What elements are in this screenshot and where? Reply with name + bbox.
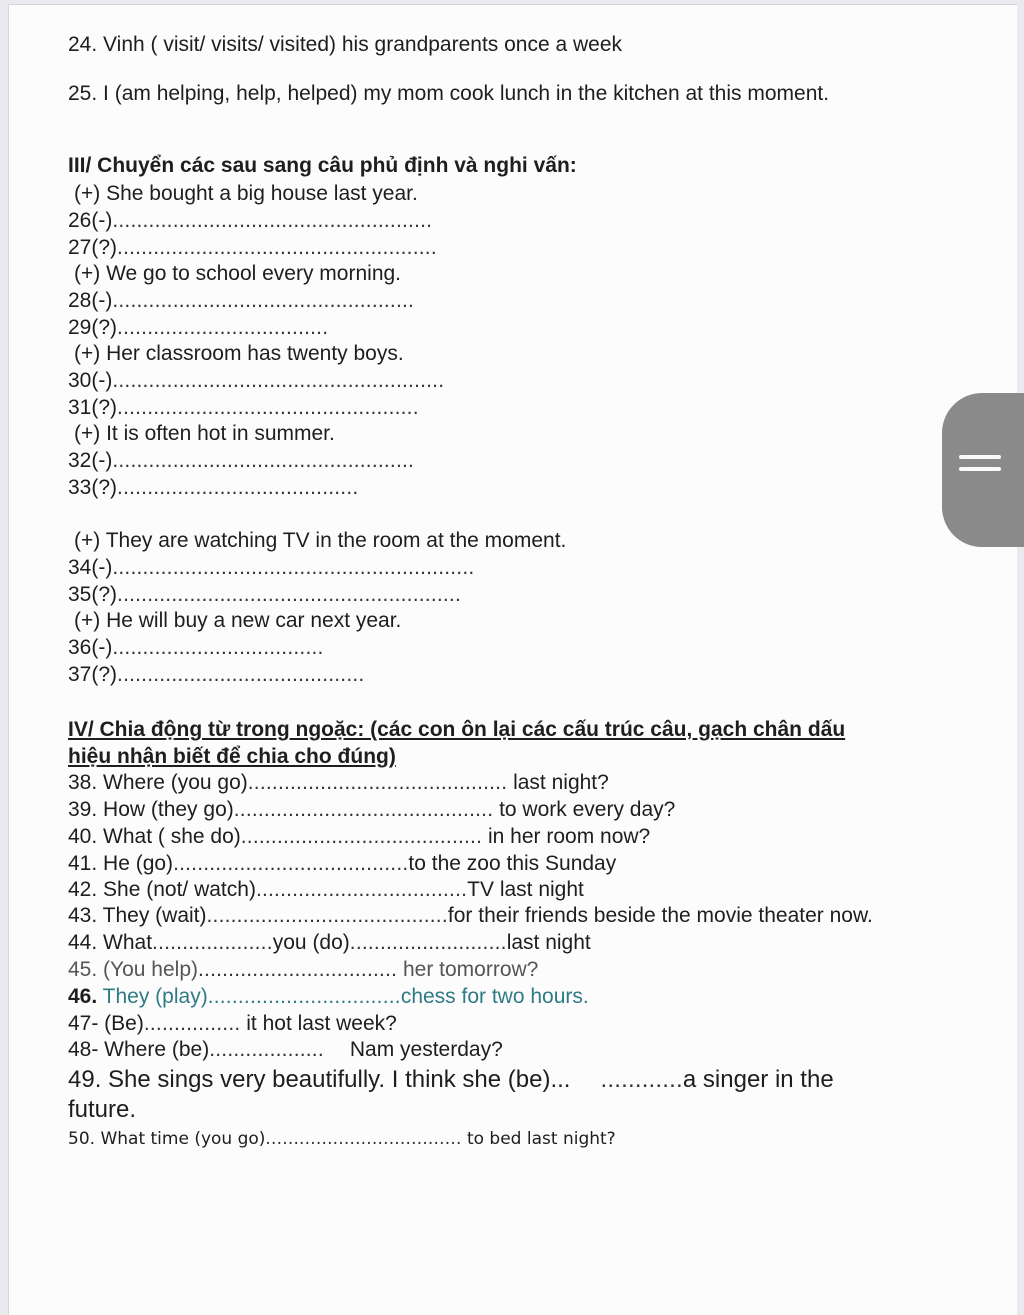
q41-tail: to the zoo this Sunday bbox=[408, 852, 617, 875]
statement-5: (+) They are watching TV in the room at the moment. bbox=[74, 529, 567, 552]
answer-line bbox=[68, 556, 474, 580]
handle-grip-icon bbox=[959, 455, 1001, 459]
handle-grip-icon bbox=[959, 467, 1001, 471]
question-39 bbox=[68, 798, 675, 822]
q39-text: 39. How (they go) bbox=[68, 798, 234, 821]
q48-tail: Nam yesterday? bbox=[349, 1038, 503, 1061]
question-40 bbox=[68, 825, 650, 849]
q50-tail: to bed last night? bbox=[461, 1129, 616, 1149]
answer-blank: .................................................. bbox=[112, 449, 415, 472]
section-4-heading bbox=[68, 716, 968, 770]
answer-blank: ............................................................ bbox=[112, 556, 475, 579]
statement-4: (+) It is often hot in summer. bbox=[74, 422, 335, 445]
answer-blank: ............ bbox=[600, 1066, 683, 1093]
answer-line bbox=[68, 316, 328, 340]
q42-tail: TV last night bbox=[467, 878, 584, 901]
answer-blank: ................................... bbox=[117, 316, 329, 339]
answer-number: 37(?) bbox=[68, 663, 118, 686]
answer-line bbox=[68, 449, 414, 473]
q44-tail: last night bbox=[506, 931, 591, 954]
question-41 bbox=[68, 852, 616, 876]
q46-text: They (play) bbox=[97, 985, 208, 1008]
q45-text: 45. (You help) bbox=[68, 958, 198, 981]
answer-line bbox=[68, 369, 444, 393]
statement-1: (+) She bought a big house last year. bbox=[74, 182, 418, 205]
answer-line bbox=[68, 663, 364, 687]
answer-blank: ................................ bbox=[207, 985, 401, 1008]
answer-blank: .................................................. bbox=[117, 396, 419, 419]
question-42 bbox=[68, 878, 584, 902]
answer-number: 30(-) bbox=[68, 369, 113, 392]
question-43 bbox=[68, 904, 873, 928]
answer-blank: ........................................... bbox=[247, 771, 508, 794]
question-24: 24. Vinh ( visit/ visits/ visited) his grandparents once a week bbox=[68, 33, 623, 56]
answer-line bbox=[68, 209, 432, 233]
question-44 bbox=[68, 931, 591, 955]
answer-line bbox=[68, 396, 419, 420]
answer-blank: ..................................................... bbox=[117, 236, 437, 259]
q49-tail: a singer in the bbox=[682, 1066, 834, 1093]
q47-tail: it hot last week? bbox=[240, 1012, 397, 1035]
answer-line bbox=[68, 636, 324, 660]
question-25: 25. I (am helping, help, helped) my mom cook lunch in the kitchen at this moment. bbox=[68, 82, 830, 105]
answer-number: 28(-) bbox=[68, 289, 113, 312]
answer-number: 34(-) bbox=[68, 556, 113, 579]
q47-text: 47- (Be) bbox=[68, 1012, 144, 1035]
q46-tail: chess for two hours. bbox=[400, 985, 589, 1008]
answer-blank: ................................... bbox=[265, 1129, 462, 1149]
section-3-heading: III/ Chuyển các sau sang câu phủ định và nghi vấn: bbox=[68, 154, 577, 177]
q46-number: 46. bbox=[68, 985, 98, 1008]
answer-number: 26(-) bbox=[68, 209, 113, 232]
q39-tail: to work every day? bbox=[493, 798, 676, 821]
answer-blank: .......................... bbox=[349, 931, 507, 954]
q40-text: 40. What ( she do) bbox=[68, 825, 241, 848]
answer-blank: ......................................... bbox=[117, 663, 365, 686]
statement-6: (+) He will buy a new car next year. bbox=[74, 609, 402, 632]
statement-2: (+) We go to school every morning. bbox=[74, 262, 402, 285]
answer-blank: ..................................................... bbox=[112, 209, 433, 232]
question-47 bbox=[68, 1012, 397, 1036]
question-49-cont: future. bbox=[68, 1096, 137, 1123]
question-46 bbox=[68, 985, 589, 1009]
q44-text: 44. What bbox=[68, 931, 153, 954]
answer-blank: ....................................................... bbox=[112, 369, 445, 392]
question-50 bbox=[68, 1127, 616, 1151]
statement-3: (+) Her classroom has twenty boys. bbox=[74, 342, 404, 365]
q43-tail: for their friends beside the movie theater now. bbox=[447, 904, 873, 927]
answer-line bbox=[68, 583, 461, 607]
side-drag-handle[interactable] bbox=[942, 393, 1024, 547]
q38-text: 38. Where (you go) bbox=[68, 771, 248, 794]
answer-number: 35(?) bbox=[68, 583, 118, 606]
answer-blank: ........................................ bbox=[117, 476, 359, 499]
answer-line bbox=[68, 476, 358, 500]
answer-blank: ................................. bbox=[198, 958, 398, 981]
section-4-heading-line1: IV/ Chia động từ trong ngoặc: (các con ôn lại các cấu trúc câu, gạch chân dấu bbox=[68, 718, 846, 741]
answer-number: 32(-) bbox=[68, 449, 113, 472]
q42-text: 42. She (not/ watch) bbox=[68, 878, 256, 901]
section-4-heading-line2: hiệu nhận biết để chia cho đúng) bbox=[68, 745, 396, 768]
answer-line bbox=[68, 289, 414, 313]
q40-tail: in her room now? bbox=[482, 825, 651, 848]
question-48 bbox=[68, 1038, 503, 1062]
answer-blank: ......................................................... bbox=[117, 583, 461, 606]
question-38 bbox=[68, 771, 609, 795]
question-49 bbox=[68, 1065, 834, 1095]
answer-number: 33(?) bbox=[68, 476, 118, 499]
q48-text: 48- Where (be) bbox=[68, 1038, 210, 1061]
answer-blank: ........................................ bbox=[240, 825, 483, 848]
q49-text: 49. She sings very beautifully. I think she (be)... bbox=[68, 1066, 571, 1093]
answer-number: 29(?) bbox=[68, 316, 118, 339]
answer-blank: ........................................... bbox=[233, 798, 494, 821]
q45-tail: her tomorrow? bbox=[397, 958, 539, 981]
answer-blank: .................................................. bbox=[112, 289, 415, 312]
answer-blank: ................................... bbox=[112, 636, 324, 659]
answer-blank: ................... bbox=[209, 1038, 324, 1061]
q44-mid: you (do) bbox=[272, 931, 350, 954]
answer-number: 31(?) bbox=[68, 396, 118, 419]
answer-number: 27(?) bbox=[68, 236, 118, 259]
answer-number: 36(-) bbox=[68, 636, 113, 659]
q50-text: 50. What time (you go) bbox=[68, 1129, 266, 1149]
q43-text: 43. They (wait) bbox=[68, 904, 207, 927]
question-45 bbox=[68, 958, 538, 982]
answer-blank: ....................................... bbox=[173, 852, 409, 875]
answer-blank: ................................... bbox=[255, 878, 468, 901]
answer-blank: ........................................ bbox=[206, 904, 448, 927]
q38-tail: last night? bbox=[507, 771, 609, 794]
q41-text: 41. He (go) bbox=[68, 852, 174, 875]
answer-blank: ................ bbox=[143, 1012, 241, 1035]
answer-blank: .................... bbox=[152, 931, 273, 954]
answer-line bbox=[68, 236, 437, 260]
